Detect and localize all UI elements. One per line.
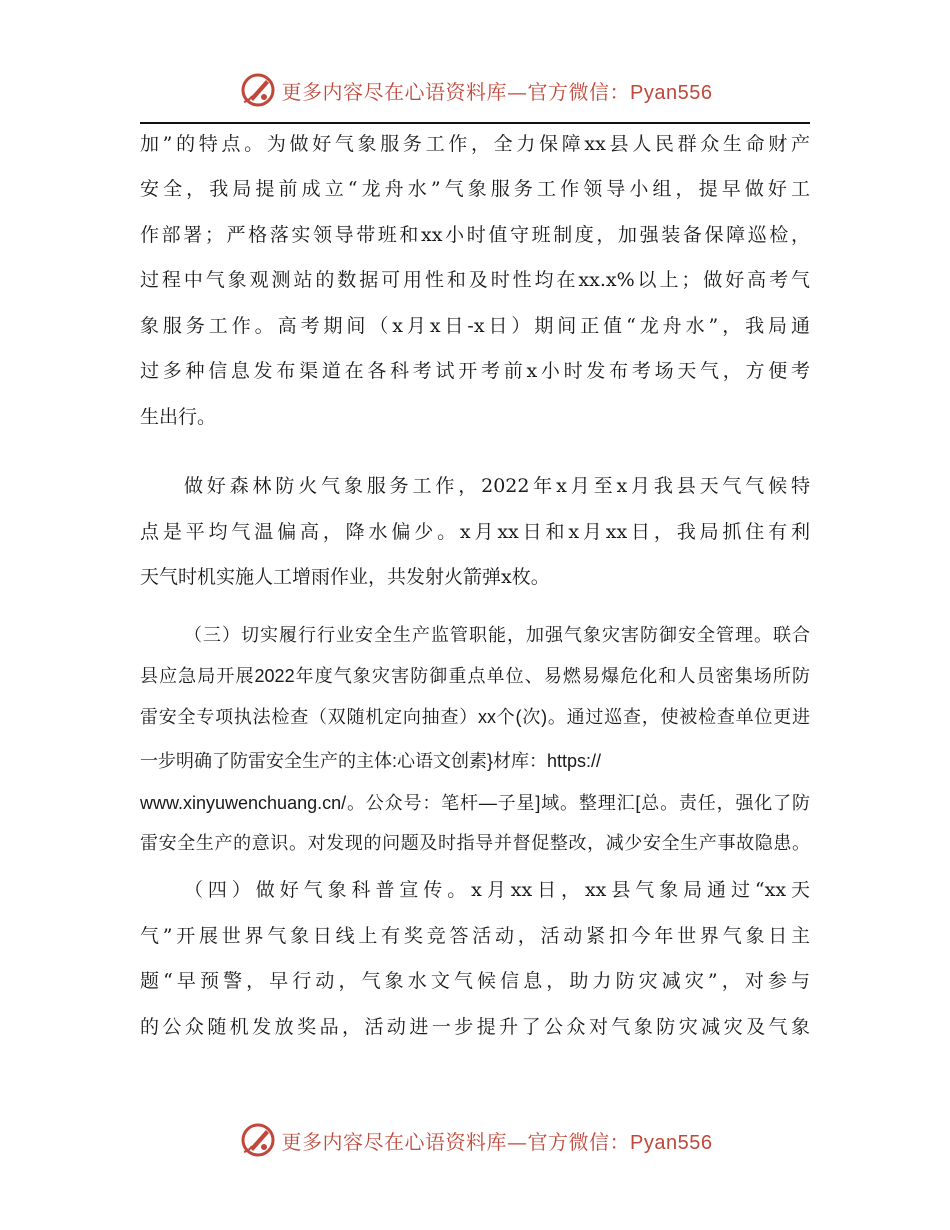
footer-banner: [0, 1118, 950, 1162]
paragraph-3-line-5: www.xinyuwenchuang.cn/。公众号：笔杆—子星]域。整理汇[总。责任，强化了防: [140, 793, 810, 813]
paragraph-1-line-5: 象服务工作。高考期间（x月x日-x日）期间正值“龙舟水”，我局通: [140, 315, 810, 337]
banner-wechat-id: Pyan556: [630, 81, 713, 104]
paragraph-1-line-4: 过程中气象观测站的数据可用性和及时性均在xx.x%以上；做好高考气: [140, 269, 810, 291]
paragraph-3-line-4: 一步明确了防雷安全生产的主体:心语文创素}材库：https://: [140, 751, 602, 771]
header-banner: [0, 68, 950, 112]
paragraph-4-line-2: 气”开展世界气象日线上有奖竞答活动，活动紧扣今年世界气象日主: [140, 925, 810, 947]
banner-text: 更多内容尽在心语资料库—官方微信：Pyan556: [281, 79, 713, 104]
paragraph-3-line-6: 雷安全生产的意识。对发现的问题及时指导并督促整改，减少安全生产事故隐患。: [140, 833, 810, 853]
paragraph-1-line-7: 生出行。: [140, 406, 217, 428]
brand-logo-icon: [238, 1120, 278, 1160]
footer-banner-text: 更多内容尽在心语资料库—官方微信：Pyan556: [281, 1129, 713, 1154]
paragraph-4-line-1: （四）做好气象科普宣传。x月xx日，xx县气象局通过“xx天: [184, 879, 810, 901]
paragraph-4-line-3: 题“早预警，早行动，气象水文气候信息，助力防灾减灾”，对参与: [140, 970, 810, 992]
paragraph-1-line-1: 加”的特点。为做好气象服务工作，全力保障xx县人民群众生命财产: [140, 133, 810, 155]
paragraph-2-line-3: 天气时机实施人工增雨作业，共发射火箭弹x枚。: [140, 566, 550, 588]
header-rule: [140, 122, 810, 124]
footer-wechat-id: Pyan556: [630, 1131, 713, 1154]
paragraph-2-line-2: 点是平均气温偏高，降水偏少。x月xx日和x月xx日，我局抓住有利: [140, 521, 810, 543]
paragraph-3-line-2: 县应急局开展2022年度气象灾害防御重点单位、易燃易爆危化和人员密集场所防: [140, 666, 810, 686]
paragraph-3-line-3: 雷安全专项执法检查（双随机定向抽查）xx个(次)。通过巡查，使被检查单位更进: [140, 707, 810, 727]
paragraph-4-line-4: 的公众随机发放奖品，活动进一步提升了公众对气象防灾减灾及气象: [140, 1016, 810, 1038]
paragraph-1-line-6: 过多种信息发布渠道在各科考试开考前x小时发布考场天气，方便考: [140, 360, 810, 382]
paragraph-3-line-1: （三）切实履行行业安全生产监管职能，加强气象灾害防御安全管理。联合: [184, 625, 810, 645]
paragraph-1-line-2: 安全，我局提前成立“龙舟水”气象服务工作领导小组，提早做好工: [140, 178, 810, 200]
paragraph-1-line-3: 作部署；严格落实领导带班和xx小时值守班制度，加强装备保障巡检，: [140, 224, 810, 246]
brand-logo-icon: [238, 70, 278, 110]
paragraph-2-line-1: 做好森林防火气象服务工作，2022年x月至x月我县天气气候特: [184, 475, 810, 497]
